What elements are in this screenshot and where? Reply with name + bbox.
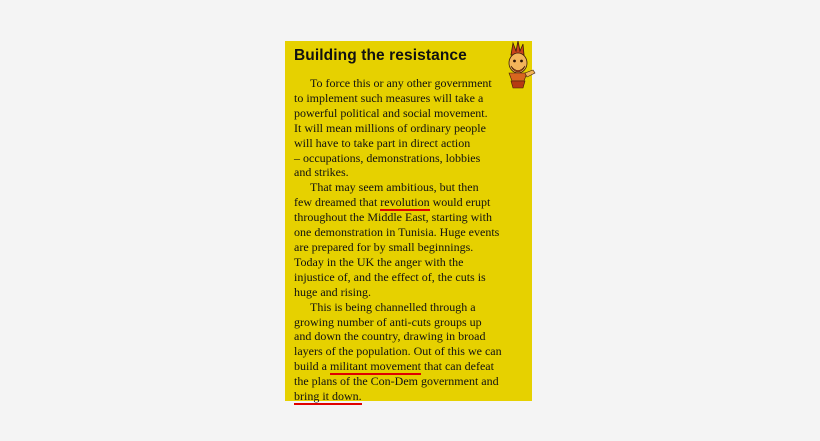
paragraph-1: To force this or any other government to implement such measures will take a powerful political and social movement. It will mean millions of ordinary people will have to take part in direct action – occupations, demonstrations, lobbies and strikes. (294, 76, 492, 180)
underlined-revolution: revolution (380, 195, 430, 210)
paragraph-3-text-a: This is being channelled through a growing number of anti-cuts groups up and down the country, drawing in broad layers of the population. Out of this we can build a (294, 299, 502, 374)
article-title: Building the resistance (294, 47, 467, 64)
underlined-militant-movement: militant movement (330, 359, 421, 374)
paragraph-3 (294, 300, 524, 404)
paragraph-2 (294, 180, 524, 299)
underlined-bring-it-down: bring it down. (294, 389, 362, 404)
paragraph-3-text-b: that can defeat the plans of the Con-Dem government and (294, 359, 499, 389)
cartoon-figure-icon (497, 41, 537, 91)
paragraph-2-text-b: would erupt throughout the Middle East, starting with one demonstration in Tunisia. Huge events are prepared for by small beginnings. Today in the UK the anger with the injustice of, and the effect of, the cuts is huge and rising. (294, 195, 500, 299)
article-box (285, 41, 532, 404)
paragraph-2-text-a: That may seem ambitious, but then few dreamed that (294, 180, 479, 210)
